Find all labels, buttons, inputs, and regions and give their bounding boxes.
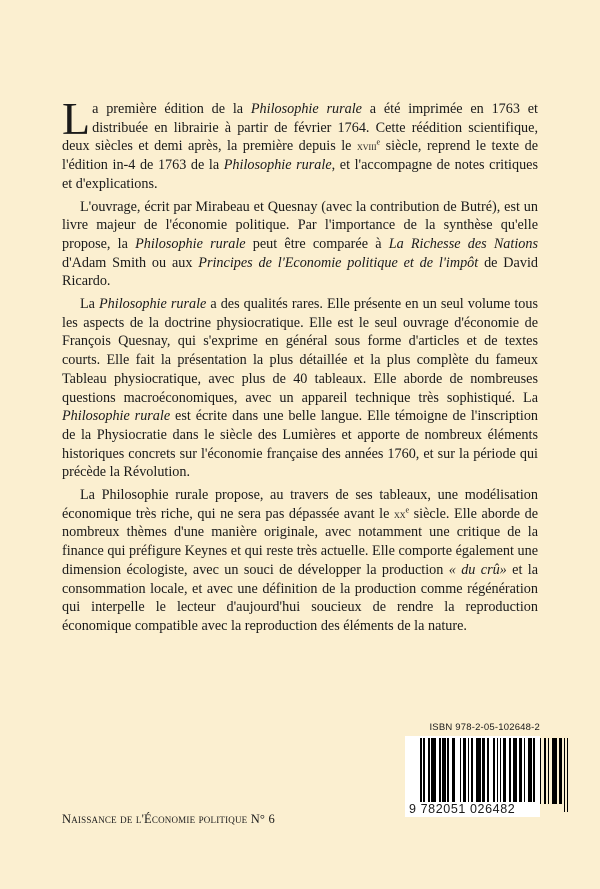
barcode-bar <box>468 738 470 804</box>
barcode-bars <box>407 738 538 812</box>
paragraph-1: La première édition de la Philosophie rurale a été imprimée en 1763 et distribuée en librairie à partir de février 1764. Cette réédition scientifique, deux siècles et demi après, la première depuis le xviii$^e$ siècle, reprend le texte de l'édition in-4 de 1763 de la Philosophie rurale, et l'accompagne de notes critiques et d'explications. <box>62 93 539 192</box>
isbn-label: ISBN 978-2-05-102648-2 <box>429 722 540 733</box>
barcode-bar <box>500 738 502 804</box>
barcode-box <box>405 736 540 817</box>
barcode-bar <box>519 738 522 804</box>
barcode-bar <box>476 738 481 804</box>
barcode-bar <box>564 738 566 812</box>
barcode-bar <box>452 738 455 804</box>
barcode-bar <box>431 738 436 804</box>
drop-cap: L <box>62 93 91 144</box>
barcode-bar <box>509 738 511 804</box>
barcode-bar <box>567 738 569 812</box>
paragraph-3: La Philosophie rurale a des qualités rares. Elle présente en un seul volume tous les aspects de la doctrine physiocratique. Elle est le seul ouvrage d'économie de François Quesnay, qui s'exprime en général sous forme d'articles et de textes courts. Elle fait la présentation la plus détaillée et la plus complète du fameux Tableau physiocratique, avec plus de 40 tableaux. Elle aborde de nombreuses questions macroéconomiques, avec un appareil technique très sophistiqué. La Philosophie rurale est écrite dans une belle langue. Elle témoigne de l'inscription de la Physiocratie dans le siècle des Lumières et apporte de nombreux éléments historiques concrets sur l'économie française des années 1760, et sur la période qui précède la Révolution. <box>62 296 539 481</box>
back-cover-text <box>62 93 539 640</box>
barcode-bar <box>428 738 430 804</box>
barcode-digits: 9 782051 026482 <box>407 802 538 817</box>
barcode-bar <box>493 738 495 812</box>
barcode-bar <box>503 738 506 804</box>
barcode-bar <box>513 738 518 804</box>
barcode-bar <box>447 738 449 804</box>
barcode-bar <box>552 738 557 804</box>
barcode-bar <box>524 738 526 804</box>
barcode-bar <box>559 738 562 804</box>
barcode-bar <box>442 738 445 804</box>
barcode-bar <box>439 738 441 804</box>
barcode-bar <box>460 738 462 804</box>
paragraph-4: La Philosophie rurale propose, au travers de ses tableaux, une modélisation économique très riche, qui ne sera pas dépassée avant le $xx^e$ siècle. Elle aborde de nombreux thèmes d'une manière originale, avec notamment une critique de la finance qui préfigure Keynes et qui reste très actuelle. Elle comporte également une dimension écologiste, avec un souci de développer la production « du crû» et la consommation locale, et avec une définition de la production comme régénération qui interpelle le lecteur d'aujourd'hui soucieux de rendre la reproduction économique compatible avec la reproduction des éléments de la nature. <box>62 487 538 634</box>
barcode-bar <box>471 738 473 804</box>
series-title: Naissance de l'Économie politique N° 6 <box>62 812 275 826</box>
barcode-bar <box>423 738 425 812</box>
barcode-bar <box>540 738 542 804</box>
barcode-bar <box>482 738 485 804</box>
barcode-bar <box>544 738 546 804</box>
barcode-bar <box>533 738 535 804</box>
barcode-bar <box>463 738 466 804</box>
barcode-bar <box>528 738 531 804</box>
barcode-bar <box>548 738 550 804</box>
barcode-block <box>405 722 540 817</box>
barcode-bar <box>497 738 499 804</box>
paragraph-2: L'ouvrage, écrit par Mirabeau et Quesnay (avec la contribution de Butré), est un livre majeur de l'économie politique. Par l'importance de la synthèse qu'elle propose, la Philosophie rurale peut être comparée à La Richesse des Nations d'Adam Smith ou aux Principes de l'Economie politique et de l'impôt de David Ricardo. <box>62 198 538 290</box>
barcode-bar <box>487 738 489 812</box>
barcode-bar <box>420 738 422 812</box>
